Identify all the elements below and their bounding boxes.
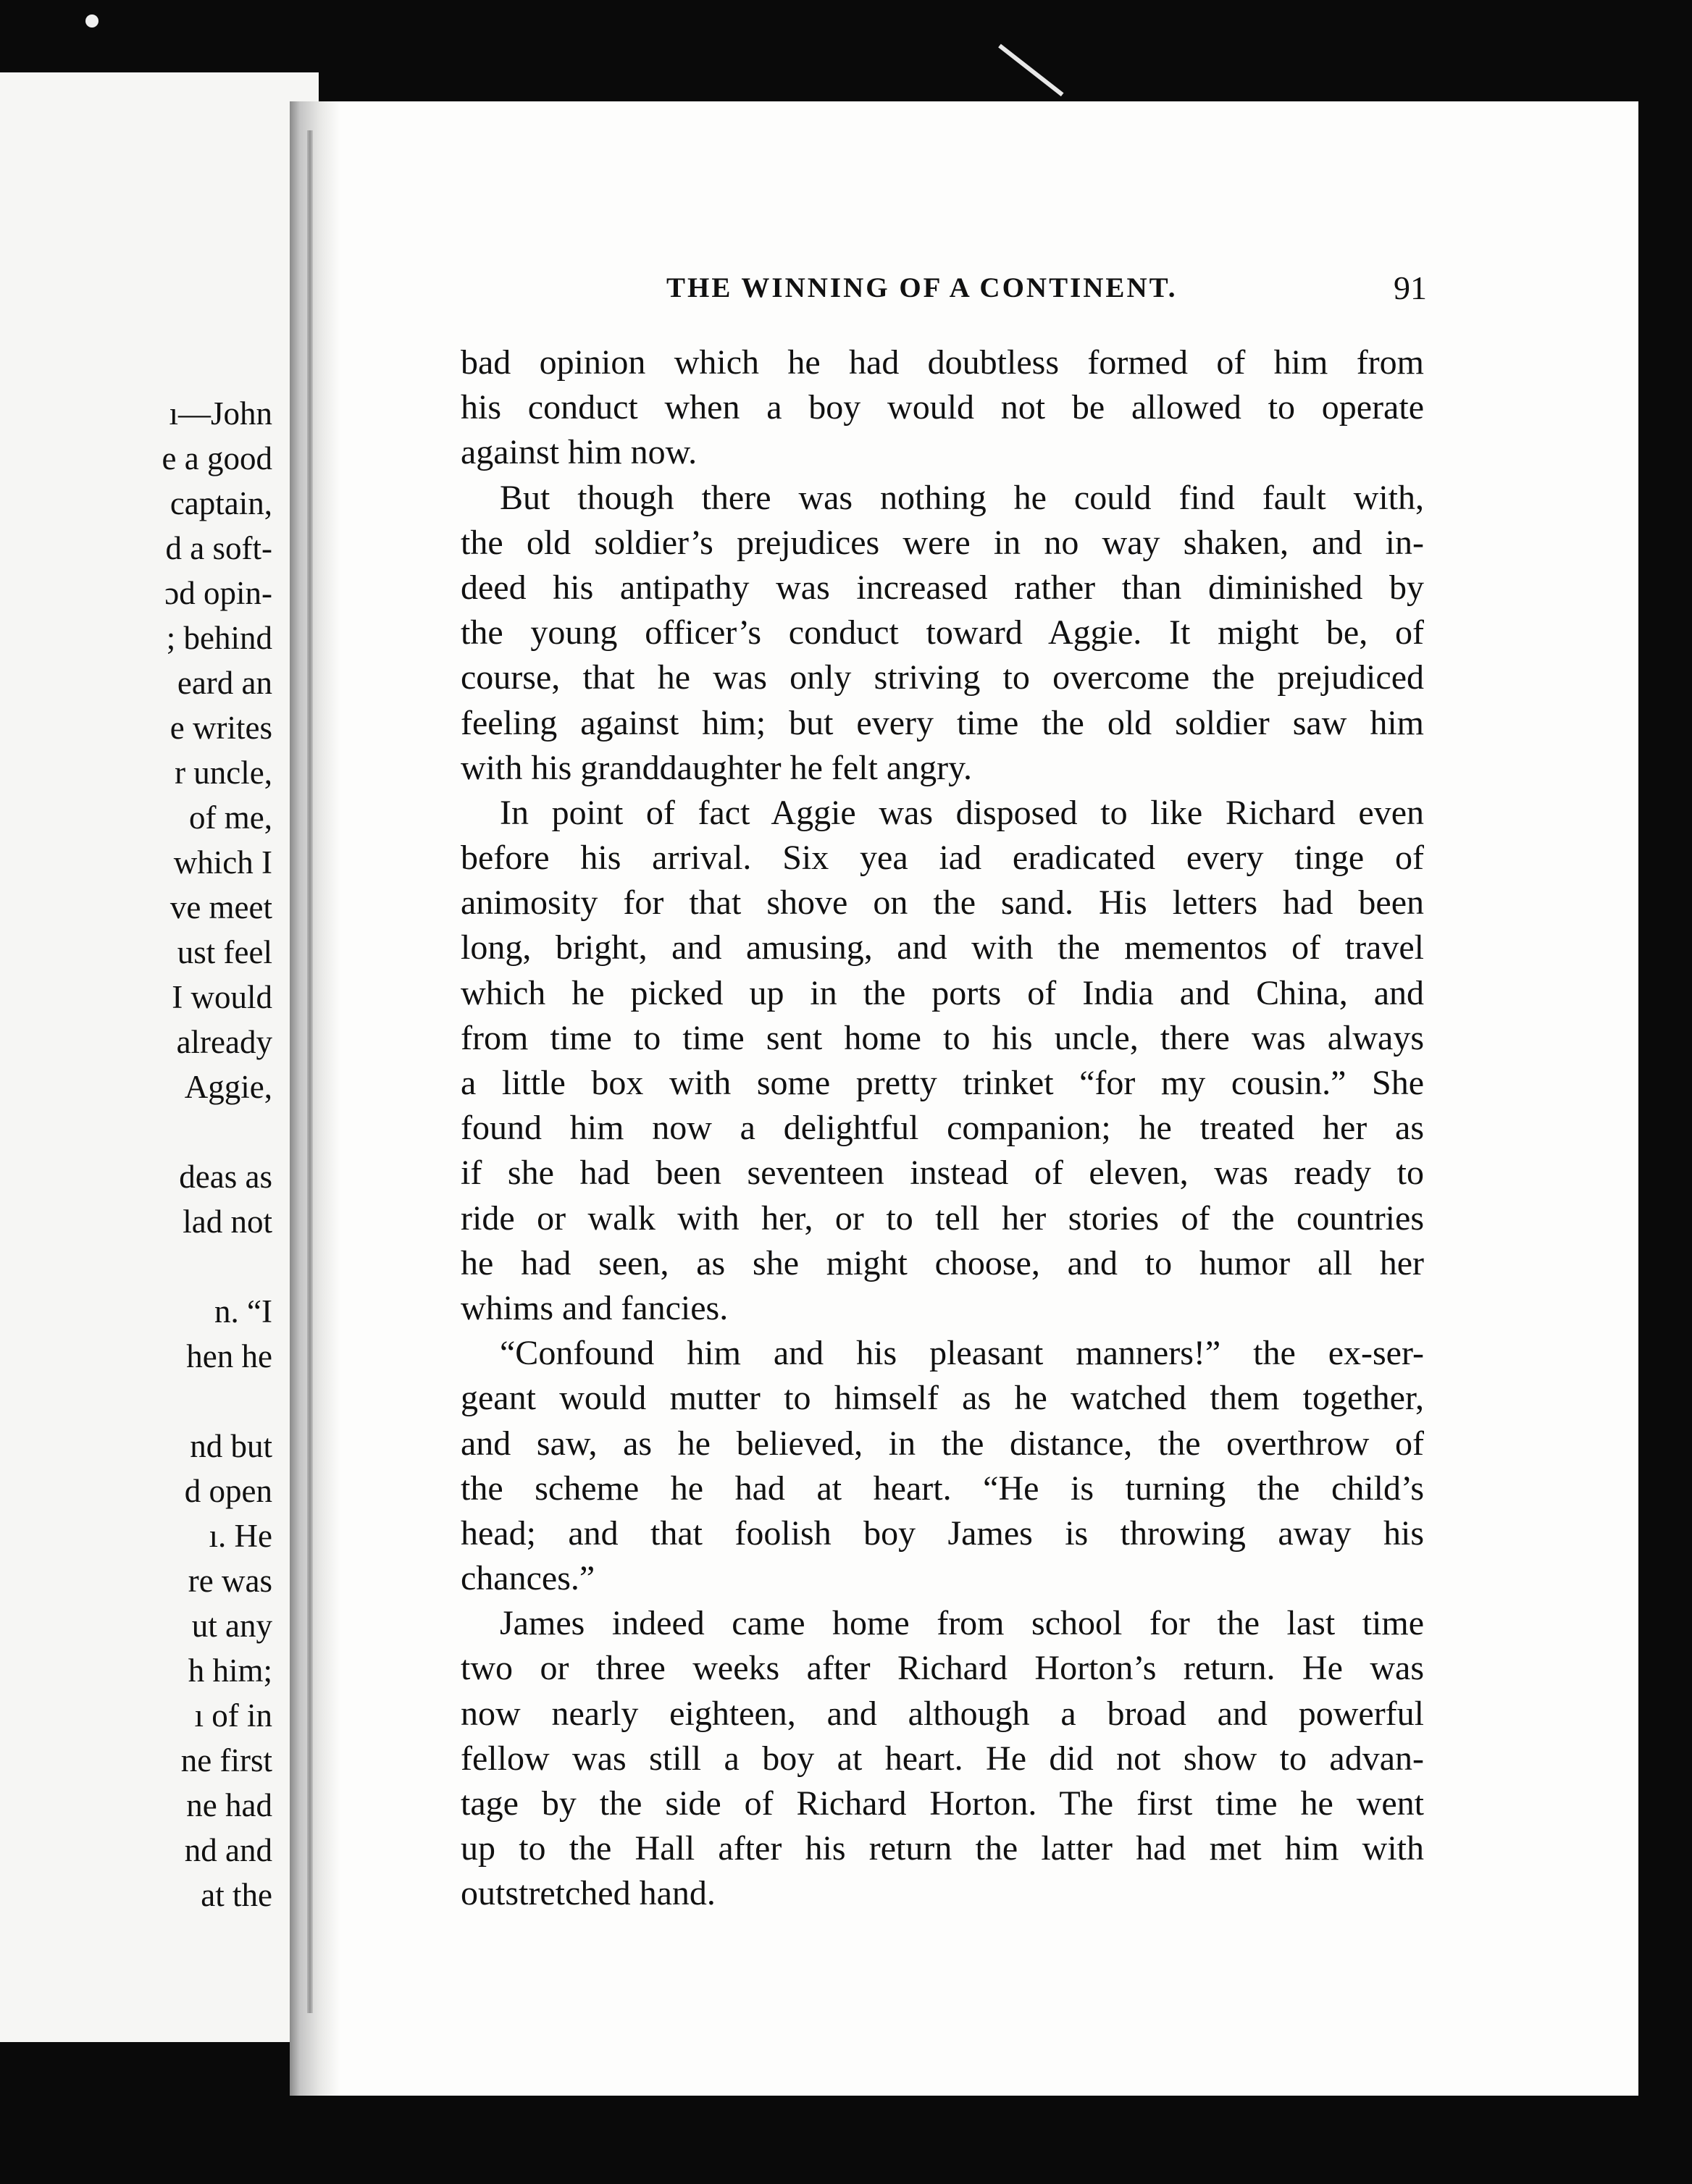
left-line: nd but [190,1428,272,1464]
text-line: two or three weeks after Richard Horton’s return. He was [461,1649,1424,1688]
left-line-gap [0,1379,272,1424]
running-title: THE WINNING OF A CONTINENT. [666,272,1178,303]
left-line: I would [172,979,272,1015]
left-line: nd and [184,1832,272,1868]
text-line: long, bright, and amusing, and with the mementos of travel [461,928,1424,967]
left-line: ust feel [177,934,272,970]
left-line: ; behind [166,620,272,656]
left-page [0,72,319,2042]
left-line: hen he [186,1338,272,1374]
text-line: feeling against him; but every time the old soldier saw him [461,703,1424,742]
text-line: the old soldier’s prejudices were in no way shaken, and in- [461,523,1424,562]
page-number: 91 [1394,269,1427,306]
text-line: course, that he was only striving to overcome the prejudiced [461,658,1424,697]
text-line: fellow was still a boy at heart. He did not show to advan- [461,1739,1424,1778]
fold-mark [998,44,1063,96]
left-line: ne had [186,1787,272,1823]
left-line: at the [201,1877,272,1913]
left-line: captain, [169,485,272,521]
book-spine [307,130,313,2013]
text-line: In point of fact Aggie was disposed to like Richard even [500,793,1424,832]
left-line: h him; [188,1652,272,1689]
left-line: which I [173,844,272,881]
text-line: chances.” [461,1559,595,1598]
text-line: ride or walk with her, or to tell her stories of the countries [461,1198,1424,1238]
left-line: ı of in [194,1697,272,1734]
gutter-shadow [290,101,340,2096]
left-line: n. “I [214,1293,272,1330]
text-line: whims and fancies. [461,1288,729,1327]
left-line: re was [188,1563,272,1599]
text-line: the young officer’s conduct toward Aggie. It might be, of [461,613,1424,652]
text-line: against him now. [461,433,698,472]
corner-mark [85,14,99,28]
text-line: from time to time sent home to his uncle, there was always [461,1018,1424,1057]
left-line: of me, [189,799,272,836]
left-line: ı. He [209,1518,272,1554]
text-line: “Confound him and his pleasant manners!” the ex-ser- [500,1334,1424,1373]
text-line: with his granddaughter he felt angry. [461,748,973,787]
text-line: he had seen, as she might choose, and to humor all her [461,1243,1424,1282]
left-line: deas as [179,1159,272,1195]
text-line: his conduct when a boy would not be allowed to operate [461,388,1424,427]
left-line: eard an [177,665,272,701]
left-line-gap [0,1244,272,1289]
page-header [464,269,1434,315]
text-line: the scheme he had at heart. “He is turning the child’s [461,1469,1424,1508]
text-line: found him now a delightful companion; he treated her as [461,1109,1424,1148]
text-line: But though there was nothing he could find fault with, [500,478,1424,517]
text-line: James indeed came home from school for the last time [500,1604,1424,1643]
left-page-text [0,391,272,1918]
left-line: e writes [169,710,272,746]
left-line: Aggie, [184,1069,272,1105]
text-line: which he picked up in the ports of India and China, and [461,973,1424,1012]
left-line: ne first [180,1742,272,1778]
text-line: bad opinion which he had doubtless formed of him from [461,343,1424,382]
left-line: ɔd opin- [164,575,272,611]
left-line: d a soft- [165,530,272,566]
text-line: tage by the side of Richard Horton. The first time he went [461,1784,1424,1823]
text-line: and saw, as he believed, in the distance, the overthrow of [461,1424,1424,1463]
left-line: lad not [183,1204,272,1240]
left-line: d open [184,1473,272,1509]
left-line: e a good [162,440,272,476]
left-line: ut any [191,1608,272,1644]
text-line: up to the Hall after his return the latter had met him with [461,1829,1424,1868]
body-text [461,340,1424,1917]
left-line: r uncle, [175,755,272,791]
text-line: now nearly eighteen, and although a broad and powerful [461,1694,1424,1733]
text-line: before his arrival. Six yea iad eradicated every tinge of [461,839,1424,878]
text-line: geant would mutter to himself as he watched them together, [461,1379,1424,1418]
left-line: ı—John [169,395,272,432]
text-line: deed his antipathy was increased rather than diminished by [461,568,1424,607]
left-line-gap [0,1109,272,1154]
text-line: a little box with some pretty trinket “for my cousin.” She [461,1064,1424,1102]
text-line: if she had been seventeen instead of eleven, was ready to [461,1154,1424,1193]
left-line: already [176,1024,272,1060]
text-line: animosity for that shove on the sand. His letters had been [461,883,1424,923]
left-line: ve meet [169,889,272,925]
text-line: outstretched hand. [461,1874,716,1913]
text-line: head; and that foolish boy James is throwing away his [461,1513,1424,1553]
